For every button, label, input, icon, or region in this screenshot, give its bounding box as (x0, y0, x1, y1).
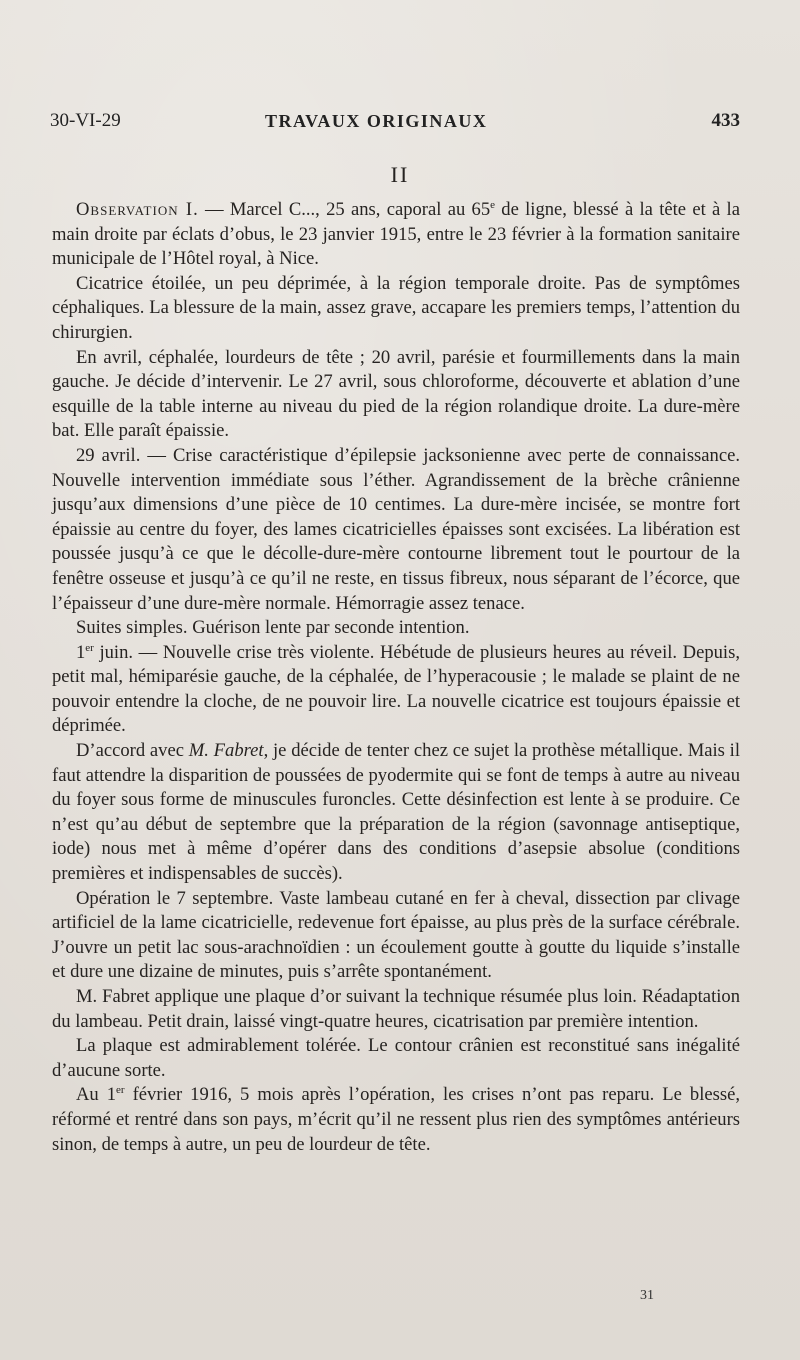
observation-label: Observation I. (76, 199, 199, 220)
section-heading: II (390, 162, 410, 187)
signature-mark: 31 (640, 1288, 654, 1303)
ordinal-sup: e (490, 198, 496, 211)
paragraph: La plaque est admirablement tolérée. Le contour crânien est reconstitué sans inégalité d’aucune sorte. (52, 1035, 740, 1081)
observation-text: — Marcel C..., 25 ans, caporal au 65 (198, 199, 491, 220)
paragraph-text: février 1916, 5 mois après l’opération, les crises n’ont pas reparu. Le blessé, réformé et rentré dans son pays, m’écrit qu’il ne ressent plus rien des symptômes antérieurs sinon, de temps à autre, un peu de lourdeur de tête. (52, 1084, 741, 1155)
running-title: TRAVAUX ORIGINAUX (265, 111, 488, 131)
paragraph: En avril, céphalée, lourdeurs de tête ; 20 avril, parésie et fourmillements dans la main gauche. Je décide d’intervenir. Le 27 avril, sous chloroforme, découverte et ablation d’une esquille de la table interne au niveau du pied de la région rolandique droite. La dure-mère bat. Elle paraît épaissie. (52, 346, 740, 442)
observation-text-tail: de ligne, blessé à la tête et à la main droite par éclats d’obus, le 23 janvier 1915, entre le 23 février à la formation sanitaire municipale de l’Hôtel royal, à Nice. (52, 199, 740, 270)
running-header (50, 110, 740, 140)
paragraph-text: Au 1 (76, 1084, 117, 1106)
paragraph (52, 1083, 740, 1157)
paragraph: Cicatrice étoilée, un peu déprimée, à la région temporale droite. Pas de symptômes céphaliques. La blessure de la main, assez grave, accapare les premiers temps, l’attention du chirurgien. (52, 272, 740, 343)
paragraph: Opération le 7 septembre. Vaste lambeau cutané en fer à cheval, dissection par clivage artificiel de la lame cicatricielle, redevenue fort épaisse, au plus près de la surface cérébrale. J’ouvre un petit lac sous-arachnoïdien : un écoulement goutte à goutte du liquide s’installe et dure une dizaine de minutes, puis s’arrête spontanément. (52, 887, 740, 983)
paragraph: M. Fabret applique une plaque d’or suivant la technique résumée plus loin. Réadaptation du lambeau. Petit drain, laissé vingt-quatre heures, cicatrisation par première intention. (52, 986, 740, 1032)
paragraph-text: 1 (76, 641, 86, 663)
ordinal-sup: er (85, 641, 94, 654)
ordinal-sup: er (116, 1084, 125, 1097)
issue-date: 30-VI-29 (50, 110, 121, 131)
italic-name: M. Fabret (188, 740, 264, 762)
article-body (52, 198, 740, 1157)
paragraph (52, 739, 740, 887)
paragraph: Suites simples. Guérison lente par seconde intention. (76, 617, 470, 639)
paragraph-observation (52, 198, 740, 272)
paragraph (52, 641, 740, 739)
paragraph: 29 avril. — Crise caractéristique d’épilepsie jacksonienne avec perte de connaissance. Nouvelle intervention immédiate sous l’éther. Agrandissement de la brèche crânienne jusqu’aux dimensions d’une pièce de 10 centimes. La dure-mère incisée, se montre fort épaissie au centre du foyer, des lames cicatricielles épaisses sont excisées. La libération est poussée jusqu’à ce que le décolle-dure-mère contourne librement tout le pourtour de la fenêtre osseuse et jusqu’à ce qu’il ne reste, en tissus fibreux, nous séparant de l’écorce, que l’épaisseur d’une dure-mère normale. Hémorragie assez tenace. (52, 444, 740, 614)
page-number: 433 (711, 110, 740, 131)
paragraph-text: , je décide de tenter chez ce sujet la prothèse métallique. Mais il faut attendre la disparition de poussées de pyodermite qui se font de temps à autre au niveau du foyer sous forme de minuscules furoncles. Cette désinfection est lente à se produire. Ce n’est qu’au début de septembre que la préparation de la région (savonnage antiseptique, iode) nous met à même d’opérer dans des conditions d’asepsie absolue (conditions premières et indispensables de succès). (52, 740, 740, 885)
paragraph-text: D’accord avec (76, 740, 189, 762)
paragraph-text: juin. — Nouvelle crise très violente. Hébétude de plusieurs heures au réveil. Depuis, petit mal, hémiparésie gauche, de la céphalée, de l’hyperacousie ; le malade se plaint de ne pouvoir entendre la cloche, de ne pouvoir lire. La nouvelle cicatrice est toujours épaissie et déprimée. (52, 641, 740, 737)
